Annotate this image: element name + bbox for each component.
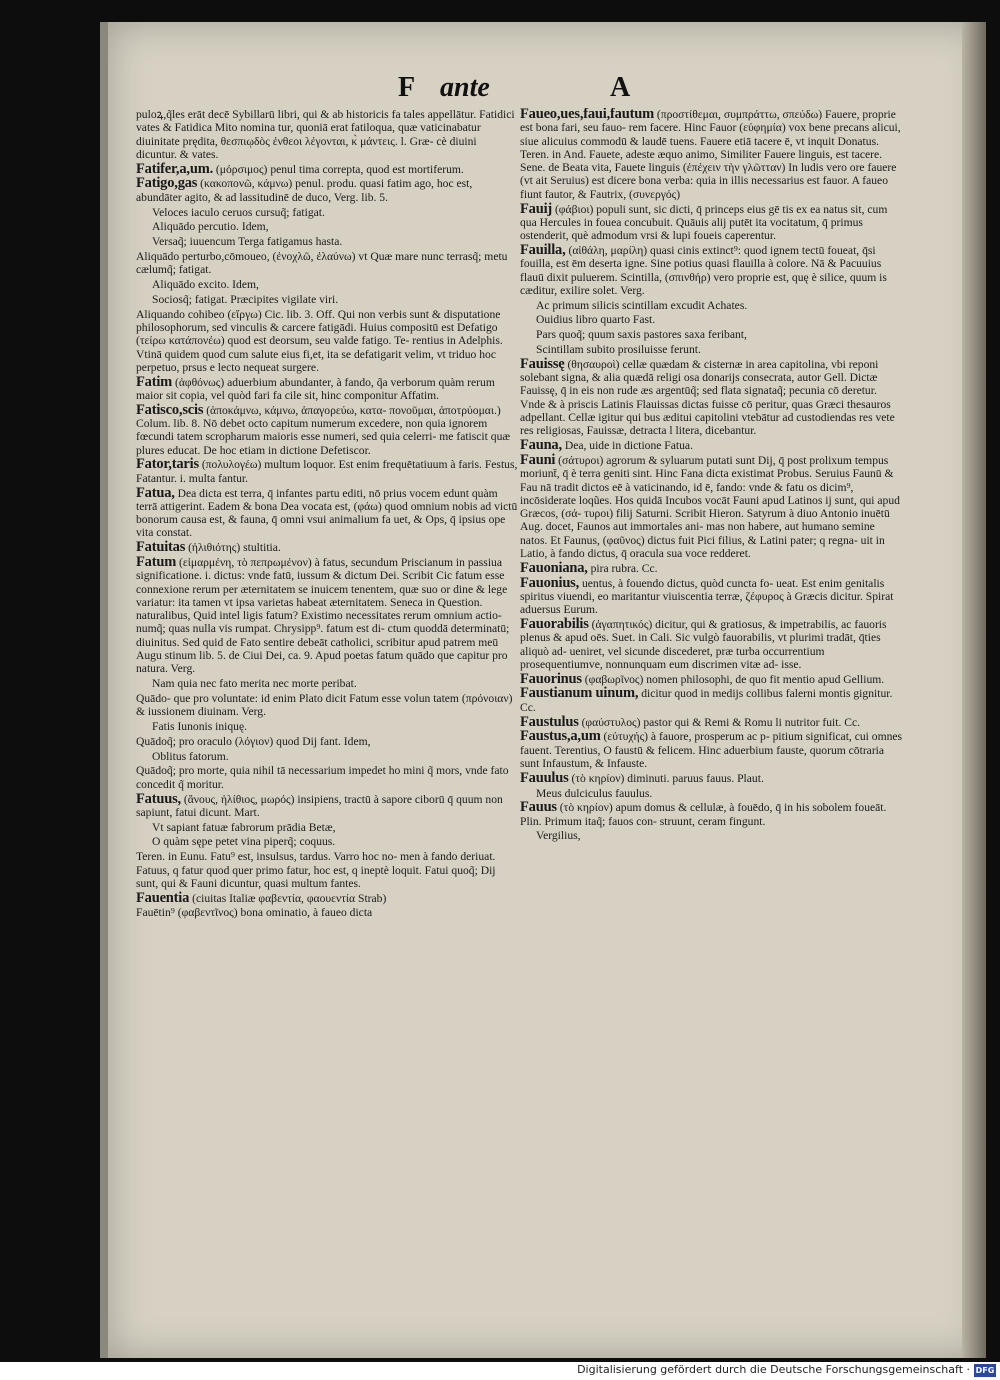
entry-text: (ciuitas Italiæ φαβεντία, φαουεντία Strab) <box>192 891 387 905</box>
headword: Fauissę <box>520 355 565 372</box>
quotation-text: Veloces iaculo ceruos cursuq̃; fatigat. <box>152 205 325 219</box>
entry-continuation <box>136 250 520 277</box>
dictionary-entry <box>520 559 904 576</box>
entry-continuation <box>136 108 520 161</box>
entry-continuation <box>136 906 520 919</box>
entry-text: (μόρσιμος) penul tima correpta, quod est mortiferum. <box>215 162 464 176</box>
dictionary-entry <box>520 713 904 730</box>
entry-text: (ἄνους, ἠλίθιος, μωρός) insipiens, tractū à sapore ciborū q̄ quum non sapiunt, fatui dicunt. Mart. <box>136 792 503 819</box>
entry-text: (κακοπονῶ, κάμνω) penul. produ. quasi fatim ago, hoc est, abundāter agito, & ad lassitudinē de duco, Verg. lib. 5. <box>136 177 473 204</box>
entry-text: (σάτυροι) agrorum & syluarum putati sunt Dij, q̄ post prolixum tempus moriunt̄, q̄ è terra geniti sint. Hinc Fana dicta existimat Probus. Seruius Faunū & Fau nā tradit dictos eē à vaticinando, id ē, fando: vnde & fatu os dicim⁹, incōsiderate loqũes. Hos quidā Incubos vocāt Fauni apud Latinos ij sunt, qui apud Græcos, (σά- τυροι) filij Saturni. Scribit Hieron. Satyrum à diuo Antonio inuētū Aug. docet, Faunos aut immortales ani- mas non habere, aut humano semine natos. Et Faunus, (φαῦνος) dictus fuit Pici filius, & Latini pater; q regna- uit in Latio, à fando dictus, q̄ oracula sua voce redderet. <box>520 453 900 560</box>
dictionary-entry <box>136 373 520 403</box>
running-head-letter: F <box>398 72 416 103</box>
left-text-column <box>136 108 520 1258</box>
entry-text: Quādo- que pro voluntate: id enim Plato dicit Fatum esse volun tatem (πρόνοιαν) & iussionem diuinam. Verg. <box>136 691 513 719</box>
dictionary-entry <box>520 769 904 786</box>
footer-bar <box>0 1362 1000 1380</box>
quotation-line <box>136 821 520 834</box>
quotation-line <box>520 299 904 312</box>
book-spine-shadow <box>962 22 986 1358</box>
dictionary-entry <box>520 451 904 560</box>
quotation-line <box>136 677 520 690</box>
quotation-text: Nam quia nec fato merita nec morte peribat. <box>152 677 357 691</box>
quotation-text: Sociosq̃; fatigat. Præcipites vigilate viri. <box>152 292 339 306</box>
entry-text: Dea, uide in dictione Fatua. <box>564 439 693 453</box>
headword: Fatisco,scis <box>136 401 204 418</box>
dictionary-entry <box>520 670 904 687</box>
running-head-section: A <box>610 72 631 103</box>
dictionary-entry <box>520 574 904 617</box>
entry-text: Quādoq̃; pro morte, quia nihil tā necessarium impedet ho mini q̃ mors, vnde fato concedit q̃ moritur. <box>136 764 509 791</box>
headword: Faustulus <box>520 713 579 730</box>
quotation-line <box>136 206 520 219</box>
entry-text: puloꝝ,q̃les erāt decē Sybillarū libri, qui & ab historicis fa tales appellātur. Fatidici vates & Fatidica Mito nomina tur, quoniā erat fatiloqua, quæ vaticinabatur diuinitate prędita, θεσπιῳδὸς ἐνθεοι λέγονται, κ̀ μάντεις. l. Græ- cè diuini dicuntur. & vates. <box>136 108 515 161</box>
quotation-text: Pars quoq̃; quum saxis pastores saxa feribant, <box>536 328 747 342</box>
entry-text: pira rubra. Cc. <box>590 561 658 575</box>
quotation-line <box>136 293 520 306</box>
entry-continuation <box>136 692 520 719</box>
right-text-column <box>520 108 904 1258</box>
headword: Fauni <box>520 451 556 468</box>
headword: Fauus <box>520 799 557 816</box>
quotation-text: Fatis Iunonis iniquę. <box>152 720 248 734</box>
entry-continuation <box>136 850 520 890</box>
entry-text: Fauētin⁹ (φαβεντῖνος) bona ominatio, à faueo dicta <box>136 906 373 920</box>
entry-text: (τὸ κηρίον) apum domus & cellulæ, à fouēdo, q̄ in his sobolem foueāt. Plin. Primum itaq̃; fauos con- struunt, ceram fingunt. <box>520 801 887 828</box>
entry-text: Aliquādo perturbo,cōmoueo, (ἐνοχλῶ, ἐλαύνω) vt Quæ mare nunc terrasq̃; metu cælumq̃; fatigat. <box>136 249 508 277</box>
headword: Fauentia <box>136 889 190 906</box>
quotation-line <box>136 720 520 733</box>
entry-text: (φάβιοι) populi sunt, sic dicti, q̄ princeps eius gē tis ex ea natus sit, cum qua Hercules in fouea concubuit. Quāuis alij putēt ita vocitatum, q̄ primus ostenderit, què admodum vrsi & lupi foueis caperentur. <box>520 202 888 243</box>
entry-text: (φαύστυλος) pastor qui & Remi & Romu li nutritor fuit. Cc. <box>581 715 861 729</box>
quotation-text: Oblitus fatorum. <box>152 749 229 763</box>
entry-text: (εὐτυχής) à fauore, prosperum ac p- pitium significat, cui omnes fauent. Terentius, O faustū & felicem. Hinc aduerbium fauste, quorum cōtraria sunt Infaustum, & Infauste. <box>520 730 903 770</box>
quotation-text: Aliquādo percutio. Idem, <box>152 220 269 234</box>
dictionary-entry <box>520 801 904 828</box>
headword: Faustianum uinum, <box>520 685 639 702</box>
headword: Fator,taris <box>136 456 199 473</box>
entry-text: (προστίθεμαι, συμπράττω, σπεύδω) Fauere, proprie est bona fari, seu fauo- rem facere. Hinc Fauor (εὐφημία) vox bene precans alicui, siue alicuius commodū & laudē tuens. Fauere etiā tacere ē, vt inquit Donatus. Teren. in And. Fauete, adeste æquo animo, Similiter Fauere linguis, est tacere. Sene. de Beata vita, Fauete linguis (ἐπέχειν τὴν γλῶτταν) In ludis vero ore fauere (vt ait Seruius) est dicere bona verba: quia in illis necessarius est fauor. A faueo fiunt fautor, & Fautrix, (συνεργός) <box>520 108 901 201</box>
dictionary-entry <box>520 730 904 770</box>
quotation-text: Vt sapiant fatuæ fabrorum prādia Betæ, <box>152 820 336 834</box>
headword: Fatuus, <box>136 790 181 807</box>
entry-text: (ἠλιθιότης) stultitia. <box>188 541 281 555</box>
headword: Fatigo,gas <box>136 175 198 192</box>
dictionary-entry <box>520 439 904 452</box>
quotation-line <box>520 787 904 800</box>
dfg-logo: DFG <box>975 1366 995 1375</box>
entry-text: (ἀφθόνως) aduerbium abundanter, à fando, q̃a verborum quàm rerum maior sit copia, vel quòd fari fa cile sit, hinc componitur Affatim. <box>136 375 495 402</box>
quotation-text: Ac primum silicis scintillam excudit Achates. <box>536 298 748 312</box>
headword: Faustus,a,um <box>520 728 601 745</box>
entry-text: (φαβωρῖνος) nomen philosophi, de quo fit mentio apud Gellium. <box>584 672 885 686</box>
quotation-line <box>136 835 520 848</box>
running-head-word: ante <box>440 72 490 103</box>
headword: Fauonius, <box>520 574 580 591</box>
entry-continuation <box>136 764 520 791</box>
dictionary-entry <box>136 160 520 177</box>
funding-notice: Digitalisierung gefördert durch die Deutsche Forschungsgemeinschaft · <box>577 1363 970 1376</box>
headword: Fatum <box>136 554 177 570</box>
entry-text: (ἀποκάμνω, κάμνω, ἀπαγορεύω, κατα- πονοῦμαι, ἀποτρύομαι.) Colum. lib. 8. Nō debet octo capitum numerum excedere, non quia ignorem fœcundi tatem scropharum maioris esse numeri, sed quia celerri- me fatiscit quæ plures educat. De hoc etiam in dictione Defetiscor. <box>136 403 511 457</box>
dictionary-entry <box>520 108 904 201</box>
entry-text: uentus, à fouendo dictus, quòd cuncta fo- ueat. Est enim genitalis spiritus viuendi, eo maritantur viuiscentia terræ, ζέφυρος à Græcis dicitur. Spirat aduersus Eurum. <box>520 576 894 617</box>
entry-text: Aliquando cohibeo (εἴργω) Cic. lib. 3. Off. Qui non verbis sunt & disputatione philosophorum, sed vinculis & carcere fatigādi. Huius compositū est Defatigo (τείρω κατάπονέω) quod est deorsum, seu valde fatigo. Te- rentius in Adelphis. Vtinā quidem quod cum salute eius fi,et, ita se defatigarit velim, vt triduo hoc perpetuo, prsus e lecto nequeat surgere. <box>136 307 503 374</box>
quotation-line <box>520 343 904 356</box>
quotation-text: Versaq̃; iuuencum Terga fatigamus hasta. <box>152 235 343 249</box>
headword: Fauna, <box>520 437 562 454</box>
entry-text: dicitur quod in medijs collibus falerni montis gignitur. Cc. <box>520 687 893 714</box>
entry-text: Teren. in Eunu. Fatu⁹ est, insulsus, tardus. Varro hoc no- men à fando deriuat. Fatuus, q fatur quod quer primo fatur, hoc est, q ineptè loquit. Fatui quoq̃; Dij sunt, qui & Fauni dicuntur, quasi multum fantes. <box>136 850 496 890</box>
quotation-text: Aliquādo excito. Idem, <box>152 278 259 292</box>
headword: Fatifer,a,um. <box>136 160 214 177</box>
dictionary-entry <box>520 355 904 438</box>
entry-text: (τὸ κηρίον) diminuti. paruus fauus. Plaut. <box>571 771 764 785</box>
entry-text: (πολυλογέω) multum loquor. Est enim frequētatiuum à faris. Festus, Fatantur. i. multa fantur. <box>136 458 518 485</box>
quotation-line <box>136 235 520 248</box>
entry-text: Dea dicta est terra, q̄ infantes partu editi, nō prius vocem edunt quàm terrā attigerint. Eadem & bona Dea vocata est, (φάω) quod omnium nobis ad victū bonorum causa est, & fauna, q̄ omni vsui animalium fa uet, & Ops, q̄ ipsius ope vita constat. <box>136 486 518 540</box>
dictionary-entry <box>136 401 520 457</box>
entry-continuation <box>136 735 520 748</box>
quotation-line <box>136 750 520 763</box>
quotation-text: Vergilius, <box>536 829 581 843</box>
quotation-text: Meus dulciculus fauulus. <box>536 786 653 800</box>
entry-text: (αἰθάλη, μαρίλη) quasi cinis extinct⁹: quod ignem tectū foueat, q̄si fouilla, est ēm deserta igne. Sine potius quasi flauilla à colore. Nā & Pacuuius flauū dixit puluerem. Scintilla, (σπινθήρ) vero proprie est, quę è silice, quum is cæditur, exilire solet. Verg. <box>520 243 887 297</box>
dictionary-entry <box>136 541 520 554</box>
headword: Faueo,ues,faui,fautum <box>520 108 654 122</box>
quotation-text: Ouidius libro quarto Fast. <box>536 313 656 327</box>
dictionary-entry <box>136 458 520 485</box>
entry-continuation <box>136 308 520 374</box>
quotation-line <box>136 278 520 291</box>
dictionary-entry <box>136 177 520 204</box>
dictionary-entry <box>136 889 520 906</box>
dictionary-entry <box>520 687 904 714</box>
headword: Fauij <box>520 200 553 217</box>
dictionary-entry <box>520 241 904 297</box>
entry-text: (θησαυροὶ) cellæ quædam & cisternæ in area capitolina, vbi reponi solebant signa, & alia quædā religi osa donarijs consecrata, autor Gell. Dictæ Fauissę, q̄ in eis non rude æs argentūq̃; sed flata signataq̃; pecunia cō deretur. Vnde & à priscis Latinis Flauissas dictas fuisse cō peritur, quas Græci thesauros adpellant. Cellæ igitur qui bus æditui capitolini vtebātur ad custodiendas res vete res religiosas, Fauissæ, detracta l litera, dicebantur. <box>520 357 895 438</box>
dictionary-entry <box>136 484 520 540</box>
headword: Fatua, <box>136 484 175 501</box>
entry-text: (ἀγαπητικός) dicitur, qui & gratiosus, & impetrabilis, ac fauoris plenus & apud oēs. Suet. in Cali. Sic vulgò fauorabilis, vt plurimi tradāt, q̄ties aliquò ad- ueniret, vel sicunde discederet, præ turba occurrentium prosequentiumve, nonnunquam eum discrimen vitæ ad- isse. <box>520 617 887 671</box>
entry-text: Quādoq̃; pro oraculo (λόγιον) quod Dij fant. Idem, <box>136 734 371 748</box>
dictionary-entry <box>520 200 904 243</box>
quotation-line <box>136 220 520 233</box>
entry-text: (εἱμαρμένη, τὸ πεπρωμένον) à fatus, secundum Priscianum in passiua significatione. i. dictus: vnde fatū, iussum & dictum Dei. Scribit Cic fatum esse connexione rerum per æternitatem se inuicem tenentem, quæ suo or dine & lege variatur: ita tamen vt ipsa varietas habeat æternitatem. Seneca in Question. naturalibus, Quid intel ligis fatum? Existimo necessitates rerum omnium actio- numq̃; quas nulla vis rumpat. Chrysipp⁹. fatum est di- ctum quoddā determinatū; diuinitus. Sed quid de Fato sentire debeāt catholici, scribitur apud patrem meū Augu stinum lib. 5. de Ciui Dei, ca. 9. Apud poetas fatum quādo que capitur pro natura. Verg. <box>136 556 510 676</box>
headword: Fauilla, <box>520 241 566 258</box>
headword: Fatim <box>136 373 173 390</box>
dictionary-entry <box>520 615 904 671</box>
headword: Fauoniana, <box>520 559 588 576</box>
quotation-line <box>520 328 904 341</box>
headword: Fauorabilis <box>520 615 589 632</box>
headword: Fauulus <box>520 769 569 786</box>
dictionary-entry <box>136 790 520 820</box>
dictionary-entry <box>136 556 520 676</box>
quotation-line <box>520 829 904 842</box>
quotation-text: Scintillam subito prosiluisse ferunt. <box>536 343 701 357</box>
quotation-text: O quàm sępe petet vina piperq̃; coquus. <box>152 835 336 849</box>
headword: Fauorinus <box>520 670 582 687</box>
headword: Fatuitas <box>136 539 186 556</box>
quotation-line <box>520 313 904 326</box>
